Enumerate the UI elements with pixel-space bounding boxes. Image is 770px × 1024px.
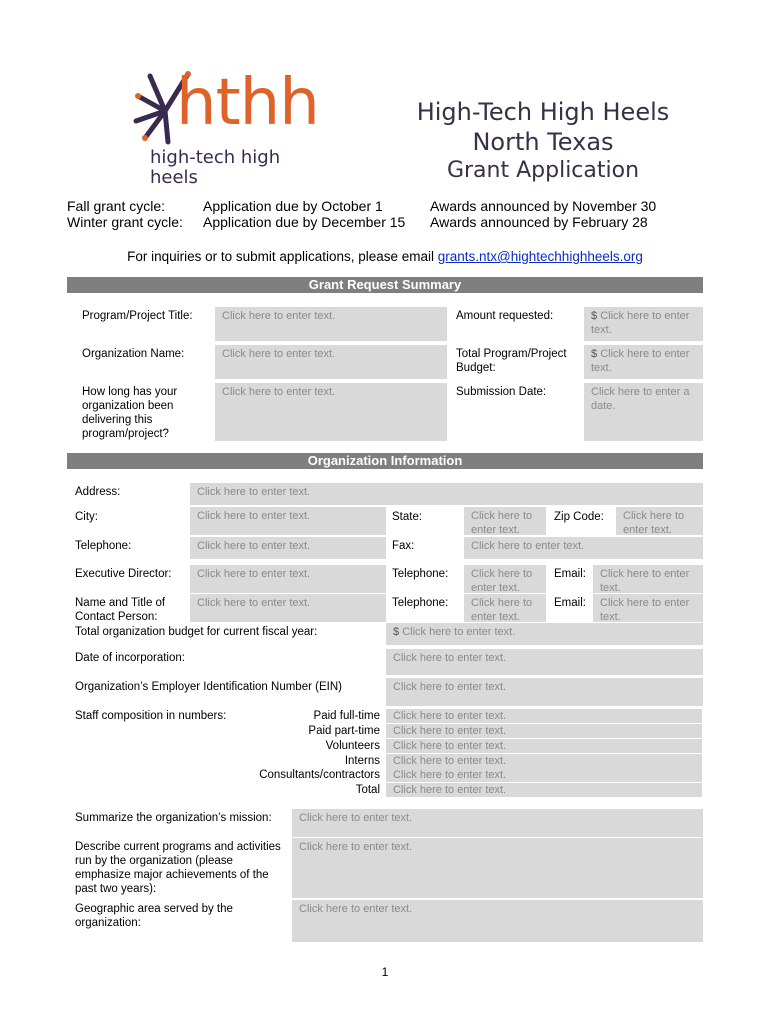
staff-volunteers-field[interactable]: Click here to enter text. — [386, 739, 702, 753]
executive-director-label: Executive Director: — [75, 568, 172, 580]
staff-part-time-field[interactable]: Click here to enter text. — [386, 724, 702, 738]
title-line-1: High-Tech High Heels — [416, 98, 670, 126]
mission-field[interactable]: Click here to enter text. — [292, 809, 703, 837]
zip-code-label: Zip Code: — [554, 511, 604, 523]
project-budget-field[interactable] — [584, 345, 703, 379]
fax-field[interactable]: Click here to enter text. — [464, 537, 703, 559]
logo-tagline: high-tech high heels — [150, 147, 281, 188]
geographic-area-field[interactable]: Click here to enter text. — [292, 900, 703, 942]
programs-field[interactable]: Click here to enter text. — [292, 838, 703, 898]
contact-person-field[interactable]: Click here to enter text. — [190, 594, 386, 622]
address-label: Address: — [75, 486, 121, 498]
contact-telephone-field[interactable]: Click here to enter text. — [464, 594, 546, 622]
programs-label: Describe current programs and activities run by the organization (please emphasize major achievements of the past two years): — [75, 841, 281, 895]
dollar-sign: $ — [591, 348, 598, 360]
staff-row-label: Total — [355, 784, 380, 796]
program-title-field[interactable]: Click here to enter text. — [215, 307, 447, 341]
how-long-label: How long has your organization been delivering this program/project? — [82, 386, 178, 440]
how-long-field[interactable]: Click here to enter text. — [215, 383, 447, 441]
executive-email-field[interactable]: Click here to enter text. — [593, 565, 703, 593]
grant-request-summary-heading: Grant Request Summary — [67, 277, 703, 293]
staff-interns-field[interactable]: Click here to enter text. — [386, 754, 702, 768]
staff-full-time-field[interactable]: Click here to enter text. — [386, 709, 702, 723]
title-line-3: Grant Application — [446, 158, 640, 183]
fall-cycle-due: Application due by October 1 — [203, 198, 383, 214]
dollar-sign: $ — [393, 626, 400, 638]
staff-row-label: Paid part-time — [308, 725, 380, 737]
org-budget-label: Total organization budget for current fiscal year: — [75, 626, 318, 638]
executive-director-field[interactable]: Click here to enter text. — [190, 565, 386, 593]
logo — [130, 66, 330, 188]
inquiry-email-link[interactable]: grants.ntx@hightechhighheels.org — [437, 249, 643, 264]
zip-code-field[interactable]: Click here to enter text. — [616, 507, 703, 535]
logo-mark: hthh — [176, 66, 319, 140]
state-field[interactable]: Click here to enter text. — [464, 507, 546, 535]
contact-telephone-label: Telephone: — [392, 597, 449, 609]
contact-person-label: Name and Title of Contact Person: — [75, 597, 166, 623]
staff-composition-label: Staff composition in numbers: — [75, 710, 227, 722]
project-budget-label: Total Program/Project Budget: — [456, 348, 567, 374]
organization-name-field[interactable]: Click here to enter text. — [215, 345, 447, 379]
organization-information-heading: Organization Information — [67, 453, 703, 469]
staff-row-label: Interns — [344, 755, 380, 767]
fall-cycle-award: Awards announced by November 30 — [430, 198, 657, 214]
budget-placeholder: Click here to enter text. — [591, 348, 690, 374]
address-field[interactable]: Click here to enter text. — [190, 483, 703, 505]
amount-placeholder: Click here to enter text. — [591, 310, 690, 336]
staff-row-label: Consultants/contractors — [259, 769, 380, 781]
staff-row-label: Paid full-time — [313, 710, 380, 722]
mission-label: Summarize the organization’s mission: — [75, 812, 272, 824]
incorporation-date-label: Date of incorporation: — [75, 652, 185, 664]
submission-date-label: Submission Date: — [456, 386, 547, 398]
staff-row-label: Volunteers — [325, 740, 380, 752]
ein-field[interactable]: Click here to enter text. — [386, 678, 703, 706]
amount-requested-field[interactable] — [584, 307, 703, 341]
fax-label: Fax: — [392, 540, 415, 552]
org-budget-placeholder: Click here to enter text. — [402, 626, 516, 638]
ein-label: Organization’s Employer Identification Number (EIN) — [75, 681, 342, 693]
state-label: State: — [392, 511, 423, 523]
executive-telephone-field[interactable]: Click here to enter text. — [464, 565, 546, 593]
contact-email-label: Email: — [554, 597, 586, 609]
executive-telephone-label: Telephone: — [392, 568, 449, 580]
title-line-2: North Texas — [472, 128, 614, 156]
program-title-label: Program/Project Title: — [82, 310, 193, 322]
geographic-area-label: Geographic area served by the organization: — [75, 903, 233, 929]
org-budget-field[interactable] — [386, 623, 703, 645]
contact-email-field[interactable]: Click here to enter text. — [593, 594, 703, 622]
organization-name-label: Organization Name: — [82, 348, 185, 360]
executive-email-label: Email: — [554, 568, 586, 580]
winter-cycle-label: Winter grant cycle: — [67, 214, 183, 230]
dollar-sign: $ — [591, 310, 598, 322]
telephone-field[interactable]: Click here to enter text. — [190, 537, 386, 559]
inquiry-text: For inquiries or to submit applications, please email — [127, 249, 438, 264]
staff-consultants-field[interactable]: Click here to enter text. — [386, 768, 702, 782]
winter-cycle-award: Awards announced by February 28 — [430, 214, 648, 230]
submission-date-field[interactable]: Click here to enter a date. — [584, 383, 703, 441]
winter-cycle-due: Application due by December 15 — [203, 214, 406, 230]
staff-total-field[interactable]: Click here to enter text. — [386, 783, 702, 797]
telephone-label: Telephone: — [75, 540, 132, 552]
city-field[interactable]: Click here to enter text. — [190, 507, 386, 535]
city-label: City: — [75, 511, 98, 523]
fall-cycle-label: Fall grant cycle: — [67, 198, 166, 214]
inquiry-line — [67, 249, 703, 265]
amount-requested-label: Amount requested: — [456, 310, 554, 322]
page-number: 1 — [381, 965, 389, 979]
incorporation-date-field[interactable]: Click here to enter text. — [386, 649, 703, 675]
